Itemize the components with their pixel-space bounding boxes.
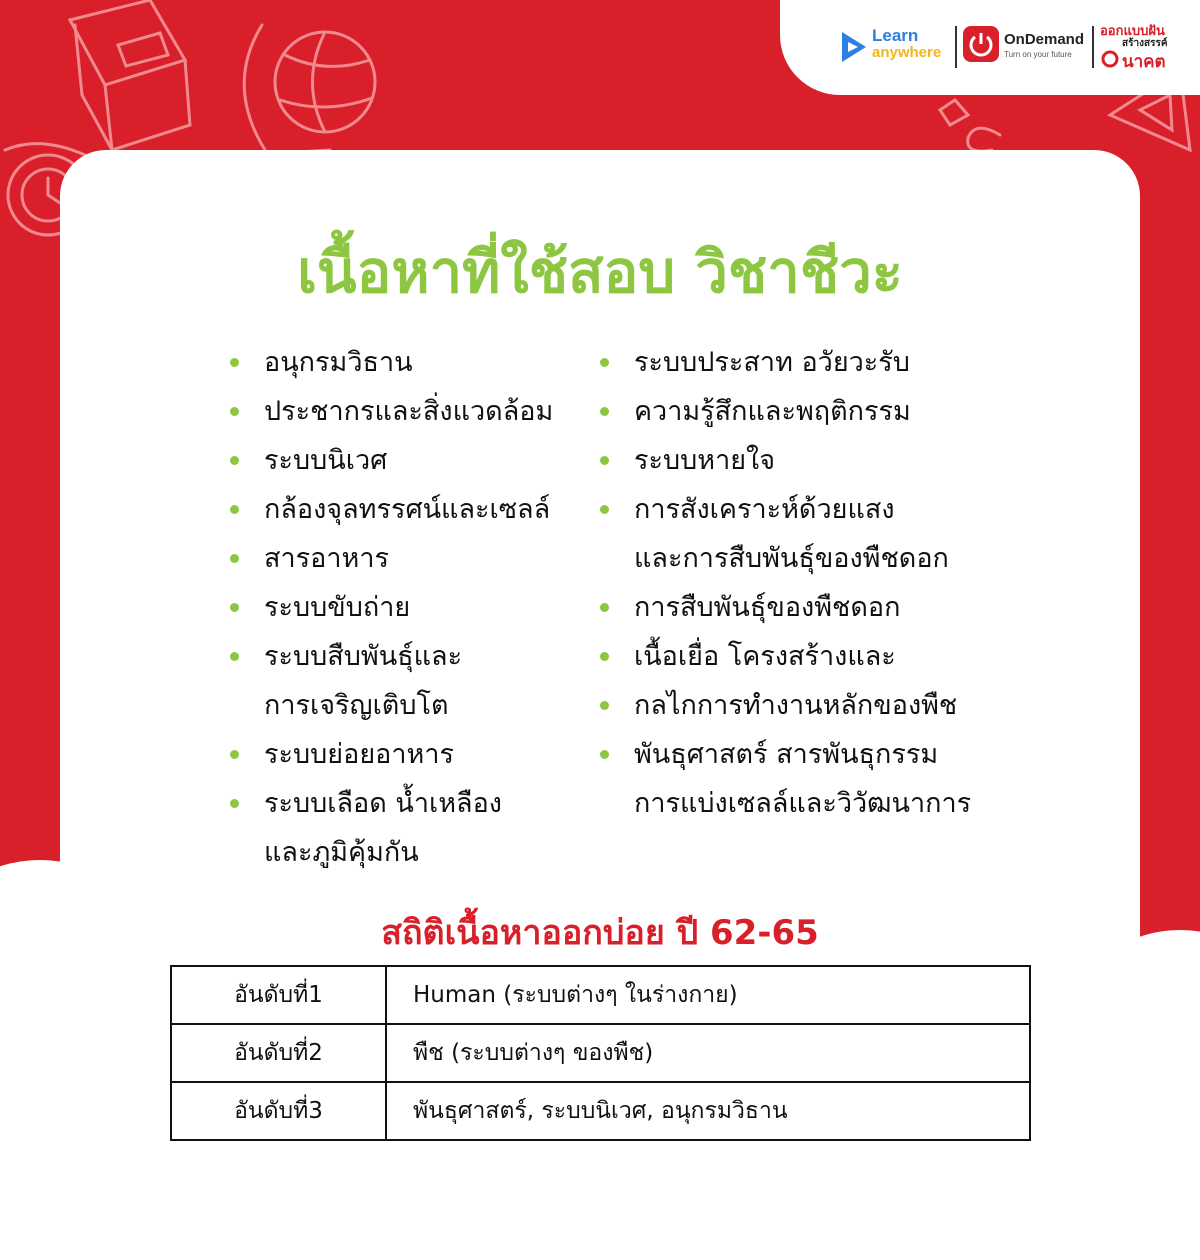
logo-divider-1 [955, 26, 957, 68]
logo-bar [780, 0, 1200, 95]
topic-cell: พันธุศาสตร์, ระบบนิเวศ, อนุกรมวิธาน [386, 1082, 1030, 1140]
ondemand-logo-text: OnDemand [1004, 31, 1085, 48]
topic-item: ระบบขับถ่าย [228, 583, 553, 632]
future-logo-line2: สร้างสรรค์ [1122, 38, 1168, 49]
letter-doodle-icon [940, 100, 1000, 151]
topic-item: ประชากรและสิ่งแวดล้อม [228, 387, 553, 436]
rank-cell: อันดับที่2 [171, 1024, 386, 1082]
book-doodle-icon [70, 0, 190, 150]
topic-item: ระบบนิเวศ [228, 436, 553, 485]
future-swirl-icon [1100, 49, 1120, 69]
learn-logo-line2: anywhere [872, 44, 942, 61]
power-icon [963, 26, 999, 62]
topic-list-right [598, 338, 971, 828]
topic-item: ความรู้สึกและพฤติกรรม [598, 387, 971, 436]
topic-item: เนื้อเยื่อ โครงสร้างและ [598, 632, 971, 681]
topic-item: ระบบเลือด น้ำเหลือง [228, 779, 553, 828]
topic-item: สารอาหาร [228, 534, 553, 583]
logo-divider-2 [1092, 26, 1094, 68]
topic-item: การเจริญเติบโต [264, 690, 449, 721]
topic-item: ระบบย่อยอาหาร [228, 730, 553, 779]
page-title: เนื้อหาที่ใช้สอบ วิชาชีวะ [297, 238, 903, 306]
future-logo-line1: ออกแบบฝัน [1100, 24, 1165, 39]
play-icon [840, 30, 868, 64]
topic-item: ระบบหายใจ [598, 436, 971, 485]
topic-item: กล้องจุลทรรศน์และเซลล์ [228, 485, 553, 534]
topic-item: อนุกรมวิธาน [228, 338, 553, 387]
topic-item: ระบบสืบพันธุ์และ [228, 632, 553, 681]
topic-cell: พืช (ระบบต่างๆ ของพืช) [386, 1024, 1030, 1082]
topic-item: การแบ่งเซลล์และวิวัฒนาการ [634, 788, 972, 819]
stats-table [170, 965, 1031, 1141]
table-row [171, 966, 1030, 1024]
stats-table-body [171, 966, 1030, 1140]
topic-item: พันธุศาสตร์ สารพันธุกรรม [598, 730, 971, 779]
topic-cell: Human (ระบบต่างๆ ในร่างกาย) [386, 966, 1030, 1024]
table-row [171, 1024, 1030, 1082]
topic-item: และการสืบพันธุ์ของพืชดอก [634, 543, 949, 574]
topic-item: การสืบพันธุ์ของพืชดอก [598, 583, 971, 632]
ondemand-tagline: Turn on your future [1004, 50, 1072, 59]
learn-logo-line1: Learn [872, 26, 919, 45]
topic-list-left [228, 338, 553, 877]
topic-item: กลไกการทำงานหลักของพืช [598, 681, 971, 730]
globe-doodle-icon [244, 25, 375, 155]
rank-cell: อันดับที่1 [171, 966, 386, 1024]
topic-item: และภูมิคุ้มกัน [264, 837, 419, 868]
stats-title: สถิติเนื้อหาออกบ่อย ปี 62-65 [381, 913, 819, 953]
table-row [171, 1082, 1030, 1140]
future-logo-line3: นาคต [1122, 52, 1166, 72]
topic-item: ระบบประสาท อวัยวะรับ [598, 338, 971, 387]
rank-cell: อันดับที่3 [171, 1082, 386, 1140]
topic-item: การสังเคราะห์ด้วยแสง [598, 485, 971, 534]
